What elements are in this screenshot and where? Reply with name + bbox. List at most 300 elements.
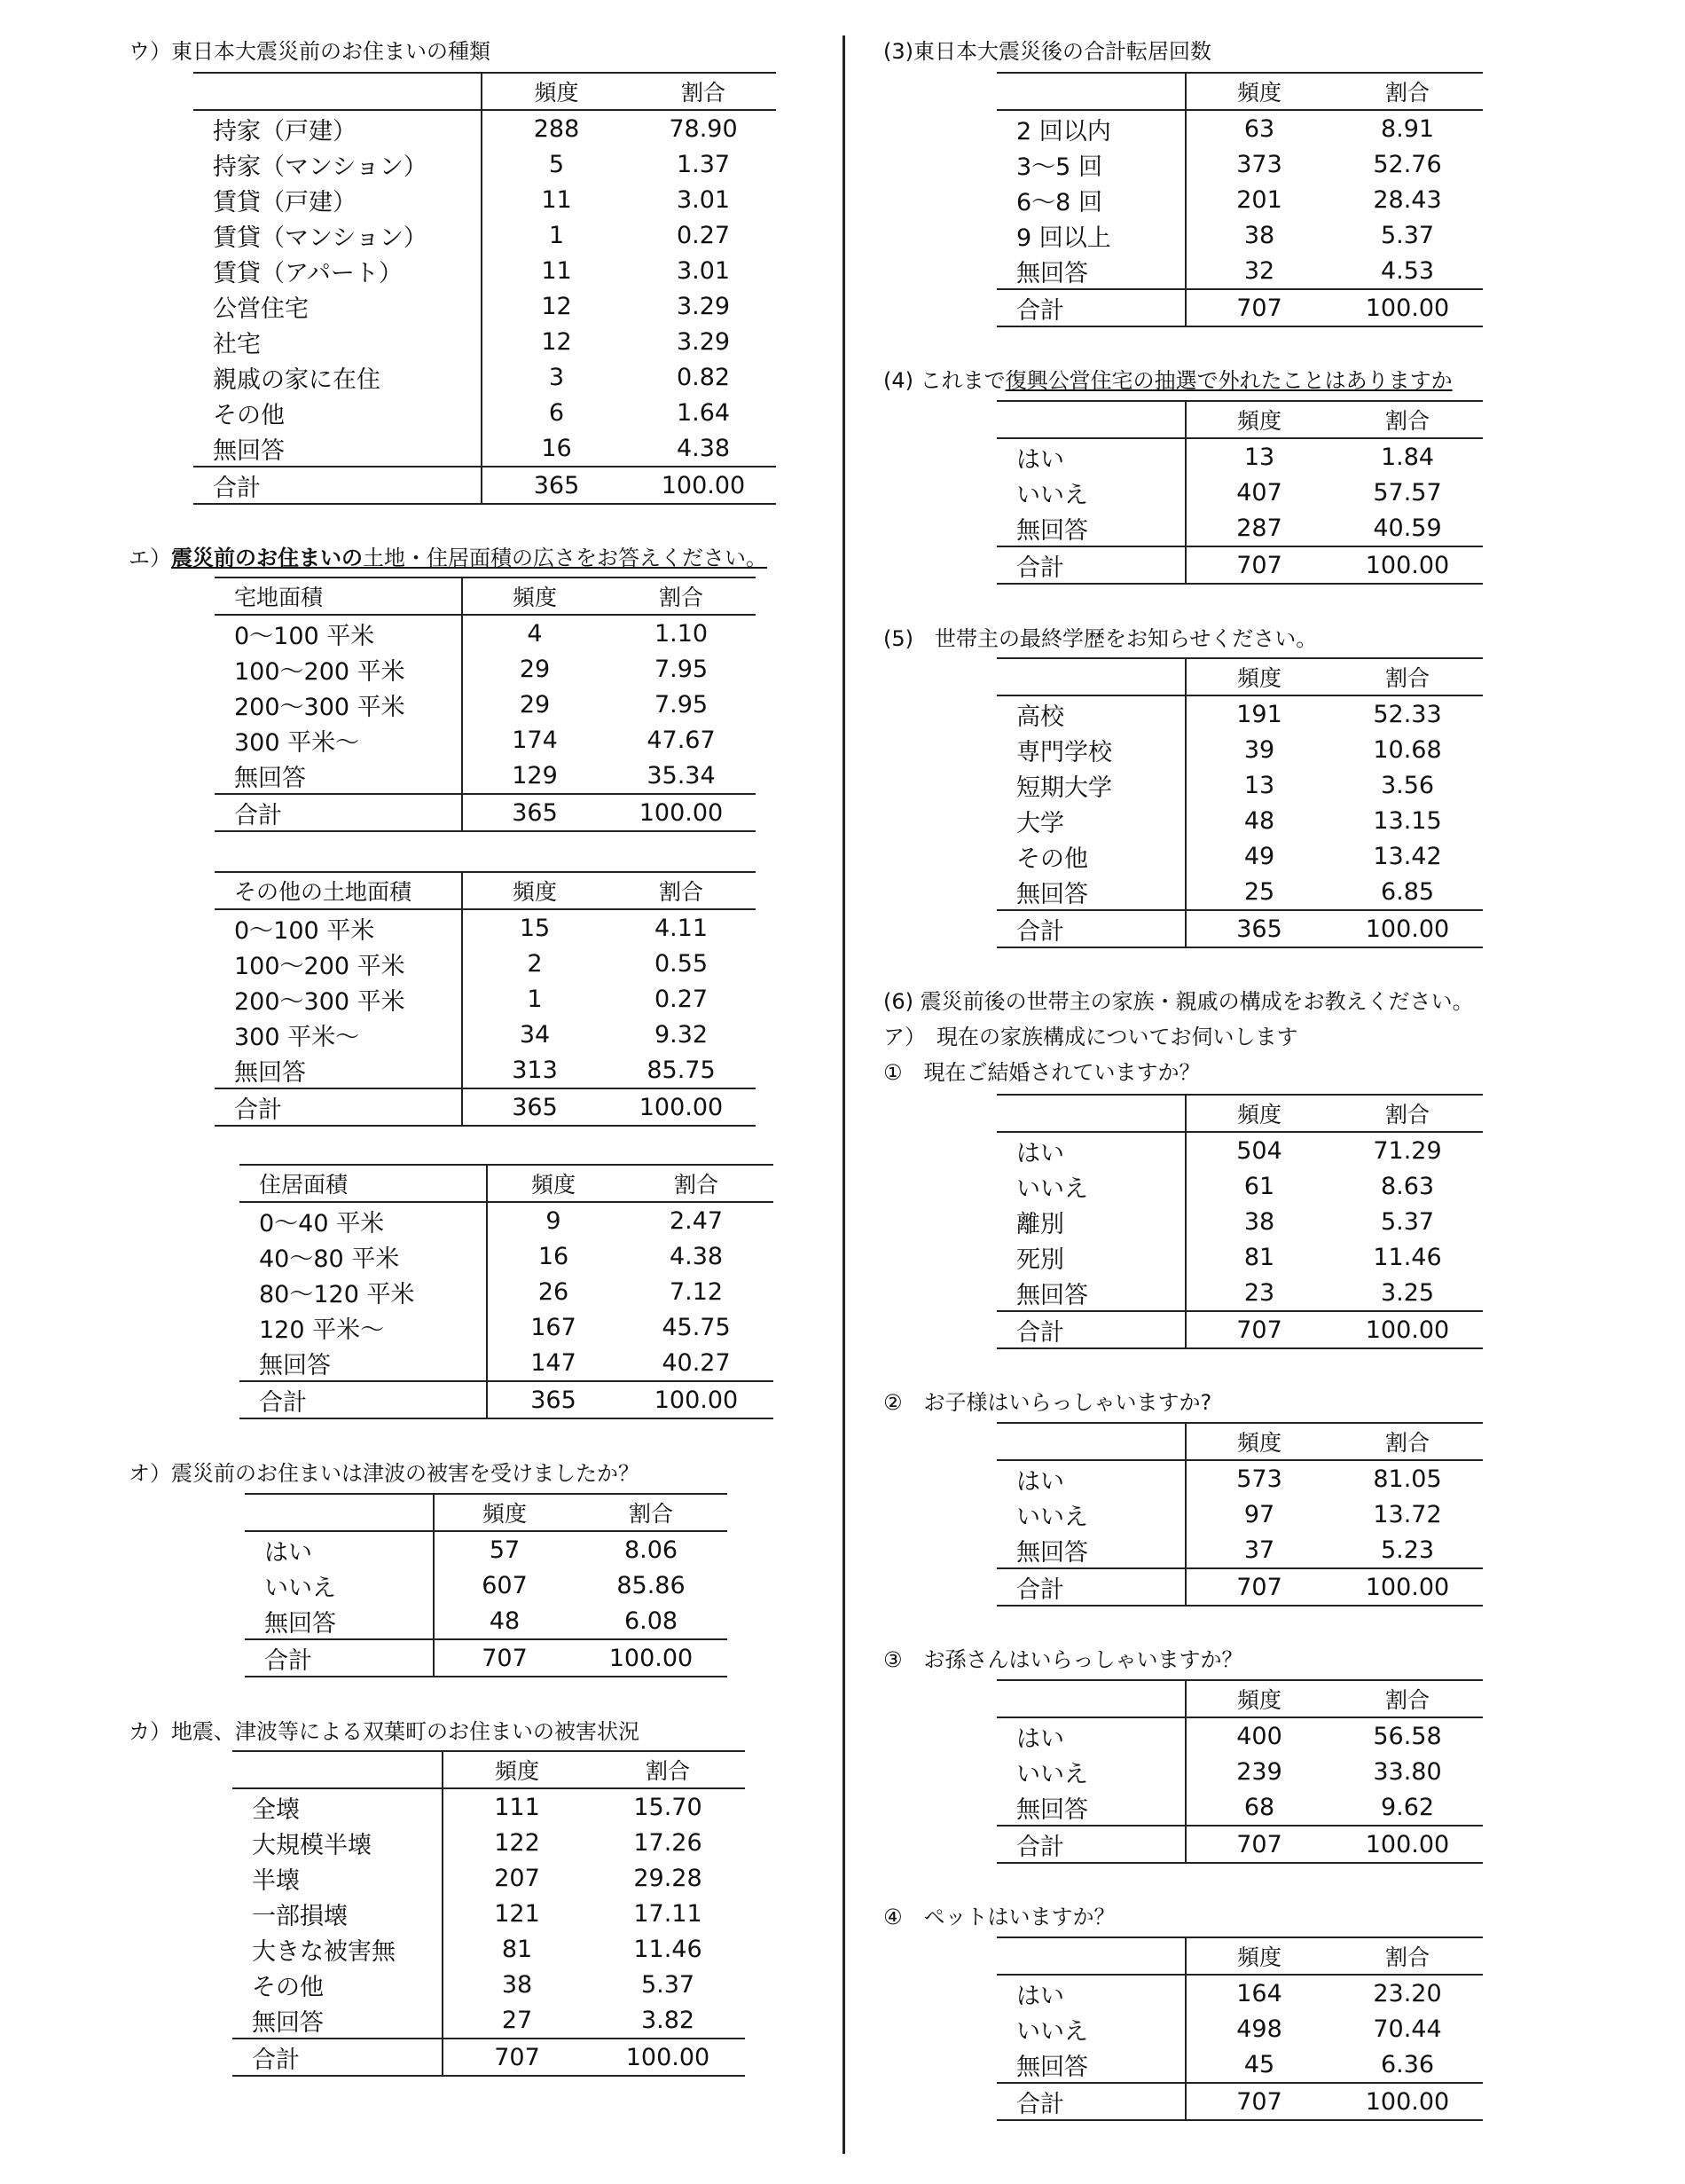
total-label: 合計 <box>215 794 462 831</box>
table-row <box>997 253 1483 289</box>
header-freq: 頻度 <box>1236 408 1281 434</box>
row-label: 短期大学 <box>997 767 1186 803</box>
table-row <box>232 1967 745 2002</box>
row-label: 無回答 <box>232 2002 443 2039</box>
row-freq: 38 <box>1243 1207 1275 1236</box>
row-pct: 0.82 <box>676 363 731 391</box>
row-freq: 12 <box>541 292 572 320</box>
total-label: 合計 <box>997 2083 1186 2120</box>
row-freq: 1 <box>527 985 543 1013</box>
row-freq: 6 <box>548 398 565 427</box>
row-pct: 0.27 <box>654 985 709 1013</box>
header-freq: 頻度 <box>1236 80 1281 106</box>
row-pct: 28.43 <box>1373 185 1442 214</box>
table-row <box>193 324 776 359</box>
table-6-q1-married <box>997 1094 1483 1349</box>
table-row <box>997 182 1483 217</box>
row-freq: 61 <box>1243 1172 1275 1200</box>
row-label: いいえ <box>245 1567 434 1603</box>
header-pct: 割合 <box>1384 1944 1430 1970</box>
table-header-row <box>997 73 1483 110</box>
row-label: 200～300 平米 <box>215 687 462 722</box>
table-row <box>997 146 1483 182</box>
row-freq: 4 <box>527 619 543 648</box>
row-pct: 7.12 <box>669 1277 724 1306</box>
row-label: はい <box>997 1132 1186 1168</box>
header-freq: 頻度 <box>534 80 579 106</box>
row-label: 120 平米～ <box>239 1309 487 1345</box>
header-pct: 割合 <box>645 1758 690 1784</box>
row-freq: 607 <box>482 1571 528 1599</box>
row-freq: 287 <box>1236 514 1282 542</box>
header-freq: 頻度 <box>1236 665 1281 691</box>
total-freq: 707 <box>1236 1316 1282 1344</box>
row-pct: 3.56 <box>1380 771 1435 799</box>
row-pct: 3.82 <box>640 2006 695 2034</box>
row-pct: 6.08 <box>623 1607 678 1635</box>
row-label: 半壊 <box>232 1860 443 1896</box>
header-freq: 頻度 <box>494 1758 539 1784</box>
row-pct: 33.80 <box>1373 1757 1442 1786</box>
row-pct: 45.75 <box>662 1313 731 1341</box>
row-pct: 17.26 <box>633 1828 702 1857</box>
row-pct: 15.70 <box>633 1793 702 1821</box>
total-pct: 100.00 <box>661 471 746 499</box>
row-label: 0～40 平米 <box>239 1202 487 1238</box>
table-row <box>997 510 1483 546</box>
table-total-row <box>245 1639 727 1677</box>
row-pct: 85.86 <box>616 1571 686 1599</box>
row-pct: 17.11 <box>633 1899 702 1928</box>
table-row <box>215 1052 756 1088</box>
total-pct: 100.00 <box>1365 2087 1450 2116</box>
table-row <box>193 217 776 253</box>
section-title-4-prefix: (4) これまで <box>883 368 1006 393</box>
row-label: 9 回以上 <box>997 217 1186 253</box>
table-row <box>193 359 776 395</box>
section-title-e <box>129 545 767 571</box>
row-label: 80～120 平米 <box>239 1274 487 1309</box>
table-row <box>997 1789 1483 1826</box>
table-row <box>239 1309 773 1345</box>
row-label: 全壊 <box>232 1788 443 1825</box>
table-row <box>997 2047 1483 2083</box>
row-pct: 40.27 <box>662 1348 731 1377</box>
row-freq: 239 <box>1236 1757 1282 1786</box>
row-pct: 6.85 <box>1380 877 1435 906</box>
row-pct: 4.53 <box>1380 256 1435 285</box>
row-freq: 504 <box>1236 1136 1282 1165</box>
section-subtitle-6a: ア） 現在の家族構成についてお伺いします <box>883 1025 1298 1049</box>
total-pct: 100.00 <box>1365 1316 1450 1344</box>
section-title-6: (6) 震災前後の世帯主の家族・親戚の構成をお教えください。 <box>883 989 1474 1014</box>
row-freq: 48 <box>489 1607 521 1635</box>
header-freq: 頻度 <box>1236 1430 1281 1456</box>
table-row <box>239 1345 773 1381</box>
row-label: 200～300 平米 <box>215 981 462 1017</box>
row-label: 無回答 <box>215 1052 462 1088</box>
row-pct: 11.46 <box>1373 1243 1442 1271</box>
total-label: 合計 <box>997 289 1186 326</box>
row-label: 無回答 <box>215 758 462 794</box>
row-label: 無回答 <box>997 874 1186 910</box>
row-freq: 1 <box>548 221 565 249</box>
header-pct: 割合 <box>658 879 703 905</box>
section-title-o: オ）震災前のお住まいは津波の被害を受けましたか？ <box>129 1461 639 1486</box>
row-freq: 57 <box>489 1536 521 1564</box>
table-row <box>997 732 1483 767</box>
row-freq: 9 <box>545 1206 561 1235</box>
table-header-row <box>215 872 756 909</box>
total-freq: 365 <box>1236 915 1282 943</box>
row-freq: 27 <box>501 2006 533 2034</box>
row-freq: 38 <box>1243 221 1275 249</box>
header-pct: 割合 <box>1384 80 1430 106</box>
row-label: 100～200 平米 <box>215 651 462 687</box>
row-label: 高校 <box>997 695 1186 732</box>
row-freq: 207 <box>494 1864 540 1892</box>
table-row <box>245 1603 727 1639</box>
table-row <box>232 1788 745 1825</box>
total-pct: 100.00 <box>625 2043 710 2071</box>
table-row <box>215 651 756 687</box>
row-freq: 63 <box>1243 114 1275 143</box>
header-label <box>997 401 1186 438</box>
table-total-row <box>215 794 756 831</box>
total-freq: 707 <box>494 2043 540 2071</box>
total-freq: 707 <box>1236 2087 1282 2116</box>
row-label: 無回答 <box>193 430 482 467</box>
header-label <box>245 1494 434 1531</box>
table-row <box>997 803 1483 838</box>
table-header-row <box>997 1095 1483 1132</box>
table-row <box>239 1274 773 1309</box>
row-pct: 52.33 <box>1373 700 1442 728</box>
row-label: 無回答 <box>997 1275 1186 1311</box>
row-freq: 111 <box>494 1793 540 1821</box>
row-pct: 56.58 <box>1373 1722 1442 1750</box>
row-freq: 122 <box>494 1828 540 1857</box>
total-label: 合計 <box>997 546 1186 584</box>
section-title-ka: カ）地震、津波等による双葉町のお住まいの被害状況 <box>129 1719 639 1744</box>
row-label: はい <box>997 438 1186 475</box>
header-pct: 割合 <box>673 1172 718 1198</box>
section-title-4-underlined: 復興公営住宅の抽選で外れたことはありますか <box>1005 368 1453 393</box>
row-pct: 78.90 <box>669 114 738 143</box>
total-label: 合計 <box>215 1088 462 1126</box>
table-total-row <box>215 1088 756 1126</box>
section-title-u: ウ）東日本大震災前のお住まいの種類 <box>129 39 490 64</box>
row-pct: 7.95 <box>654 655 709 683</box>
row-pct: 0.27 <box>676 221 731 249</box>
row-freq: 26 <box>537 1277 569 1306</box>
table-3-relocations <box>997 72 1483 327</box>
row-pct: 2.47 <box>669 1206 724 1235</box>
table-row <box>193 146 776 182</box>
row-freq: 167 <box>530 1313 576 1341</box>
row-label: はい <box>997 1717 1186 1754</box>
section-title-3: (3)東日本大震災後の合計転居回数 <box>883 39 1211 64</box>
table-header-row <box>997 401 1483 438</box>
table-e-other-land-area <box>215 871 756 1127</box>
row-label: はい <box>245 1531 434 1567</box>
row-label: はい <box>997 1460 1186 1497</box>
column-divider <box>842 35 845 2154</box>
table-header-row <box>215 577 756 615</box>
total-label: 合計 <box>997 1826 1186 1863</box>
row-freq: 400 <box>1236 1722 1282 1750</box>
table-row <box>997 1754 1483 1789</box>
table-e-house-area <box>239 1164 773 1419</box>
row-pct: 0.55 <box>654 949 709 978</box>
header-freq: 頻度 <box>512 585 557 610</box>
row-freq: 191 <box>1236 700 1282 728</box>
row-pct: 7.95 <box>654 690 709 719</box>
row-pct: 3.25 <box>1380 1278 1435 1307</box>
total-label: 合計 <box>245 1639 434 1677</box>
header-freq: 頻度 <box>1236 1102 1281 1127</box>
row-freq: 11 <box>541 256 572 285</box>
row-pct: 81.05 <box>1373 1465 1442 1493</box>
row-freq: 16 <box>541 434 572 462</box>
total-pct: 100.00 <box>654 1386 739 1414</box>
table-row <box>997 110 1483 146</box>
row-label: その他 <box>997 838 1186 874</box>
row-label: はい <box>997 1975 1186 2011</box>
row-label: その他 <box>232 1967 443 2002</box>
row-label: 賃貸（アパート） <box>193 253 482 288</box>
row-freq: 373 <box>1236 150 1282 178</box>
row-label: いいえ <box>997 475 1186 510</box>
row-label: いいえ <box>997 1168 1186 1204</box>
table-row <box>193 288 776 324</box>
row-label: 一部損壊 <box>232 1896 443 1931</box>
table-total-row <box>239 1381 773 1418</box>
table-row <box>997 695 1483 732</box>
table-row <box>232 1896 745 1931</box>
row-label: 社宅 <box>193 324 482 359</box>
row-pct: 71.29 <box>1373 1136 1442 1165</box>
table-row <box>997 1717 1483 1754</box>
row-label: 40～80 平米 <box>239 1238 487 1274</box>
total-label: 合計 <box>997 1568 1186 1606</box>
table-row <box>193 110 776 146</box>
table-row <box>193 430 776 467</box>
table-header-row <box>997 658 1483 695</box>
row-label: 持家（マンション） <box>193 146 482 182</box>
table-4-lottery <box>997 400 1483 585</box>
table-row <box>997 1497 1483 1532</box>
row-freq: 29 <box>519 690 551 719</box>
row-pct: 70.44 <box>1373 2015 1442 2043</box>
table-row <box>193 182 776 217</box>
row-label: 0～100 平米 <box>215 615 462 651</box>
table-row <box>232 1860 745 1896</box>
row-freq: 23 <box>1243 1278 1275 1307</box>
table-row <box>215 758 756 794</box>
table-total-row <box>997 546 1483 584</box>
row-freq: 16 <box>537 1242 569 1270</box>
header-label <box>997 1095 1186 1132</box>
question-title-2: ② お子様はいらっしゃいますか? <box>883 1390 1212 1415</box>
row-pct: 23.20 <box>1373 1979 1442 2007</box>
row-freq: 407 <box>1236 478 1282 507</box>
table-row <box>997 1975 1483 2011</box>
table-header-row <box>239 1165 773 1202</box>
row-pct: 57.57 <box>1373 478 1442 507</box>
row-pct: 5.37 <box>640 1970 695 1999</box>
row-label: 無回答 <box>997 2047 1186 2083</box>
header-label <box>997 1937 1186 1975</box>
row-freq: 45 <box>1243 2050 1275 2078</box>
row-pct: 6.36 <box>1380 2050 1435 2078</box>
row-freq: 313 <box>512 1056 558 1084</box>
header-pct: 割合 <box>1384 665 1430 691</box>
row-freq: 39 <box>1243 735 1275 764</box>
row-pct: 3.29 <box>676 327 731 356</box>
row-pct: 13.72 <box>1373 1500 1442 1528</box>
row-label: 賃貸（マンション） <box>193 217 482 253</box>
table-row <box>215 909 756 946</box>
section-title-4 <box>883 367 1453 394</box>
total-freq: 707 <box>1236 1573 1282 1601</box>
row-label: 0～100 平米 <box>215 909 462 946</box>
row-label: いいえ <box>997 1497 1186 1532</box>
row-label: 賃貸（戸建） <box>193 182 482 217</box>
table-row <box>997 217 1483 253</box>
row-pct: 8.63 <box>1380 1172 1435 1200</box>
table-row <box>997 438 1483 475</box>
row-freq: 32 <box>1243 256 1275 285</box>
total-label: 合計 <box>239 1381 487 1418</box>
row-freq: 15 <box>519 914 551 942</box>
row-label: 大きな被害無 <box>232 1931 443 1967</box>
table-row <box>239 1202 773 1238</box>
total-pct: 100.00 <box>608 1644 694 1672</box>
row-pct: 9.32 <box>654 1020 709 1049</box>
table-row <box>215 615 756 651</box>
row-freq: 68 <box>1243 1793 1275 1821</box>
row-pct: 1.10 <box>654 619 709 648</box>
table-total-row <box>997 1311 1483 1348</box>
row-label: 無回答 <box>239 1345 487 1381</box>
row-label: 親戚の家に在住 <box>193 359 482 395</box>
table-header-row <box>997 1937 1483 1975</box>
table-6-q4-pets <box>997 1937 1483 2121</box>
row-pct: 13.15 <box>1373 806 1442 835</box>
header-label <box>997 1423 1186 1460</box>
row-label: 3～5 回 <box>997 146 1186 182</box>
table-row <box>232 2002 745 2039</box>
row-freq: 5 <box>548 150 565 178</box>
table-6-q2-children <box>997 1422 1483 1607</box>
header-pct: 割合 <box>1384 1102 1430 1127</box>
row-freq: 48 <box>1243 806 1275 835</box>
row-pct: 1.64 <box>676 398 731 427</box>
row-label: 大規模半壊 <box>232 1825 443 1860</box>
row-freq: 37 <box>1243 1536 1275 1564</box>
question-title-4: ④ ペットはいますか？ <box>883 1905 1116 1929</box>
row-label: 無回答 <box>997 1789 1186 1826</box>
row-pct: 4.38 <box>669 1242 724 1270</box>
table-total-row <box>193 467 776 504</box>
total-freq: 707 <box>1236 551 1282 579</box>
total-pct: 100.00 <box>639 798 724 827</box>
row-pct: 3.29 <box>676 292 731 320</box>
row-label: 持家（戸建） <box>193 110 482 146</box>
table-header-row <box>232 1751 745 1788</box>
row-freq: 2 <box>527 949 543 978</box>
row-freq: 12 <box>541 327 572 356</box>
table-row <box>193 253 776 288</box>
row-freq: 11 <box>541 185 572 214</box>
table-total-row <box>997 1568 1483 1606</box>
total-pct: 100.00 <box>639 1093 724 1121</box>
row-label: 無回答 <box>245 1603 434 1639</box>
total-label: 合計 <box>997 1311 1186 1348</box>
table-row <box>245 1567 727 1603</box>
row-pct: 85.75 <box>647 1056 716 1084</box>
row-pct: 1.37 <box>676 150 731 178</box>
row-freq: 201 <box>1236 185 1282 214</box>
table-e-land-area <box>215 577 756 832</box>
row-label: 離別 <box>997 1204 1186 1239</box>
header-label <box>997 658 1186 695</box>
total-freq: 707 <box>482 1644 528 1672</box>
row-pct: 3.01 <box>676 256 731 285</box>
total-label: 合計 <box>232 2039 443 2076</box>
table-row <box>232 1825 745 1860</box>
row-pct: 52.76 <box>1373 150 1442 178</box>
table-row <box>997 1204 1483 1239</box>
total-freq: 365 <box>512 1093 558 1121</box>
header-label <box>232 1751 443 1788</box>
total-pct: 100.00 <box>1365 551 1450 579</box>
table-header-row <box>193 73 776 110</box>
row-freq: 81 <box>1243 1243 1275 1271</box>
table-row <box>997 2011 1483 2047</box>
total-freq: 707 <box>1236 294 1282 322</box>
section-title-e-bold: 震災前のお住まいの土地・住居面積の広さをお答えください。 <box>171 546 767 570</box>
table-row <box>215 1017 756 1052</box>
row-freq: 13 <box>1243 443 1275 471</box>
header-freq: 頻度 <box>1236 1687 1281 1713</box>
section-title-5: (5) 世帯主の最終学歴をお知らせください。 <box>883 626 1318 651</box>
row-pct: 3.01 <box>676 185 731 214</box>
table-row <box>245 1531 727 1567</box>
row-pct: 11.46 <box>633 1935 702 1963</box>
table-row <box>232 1931 745 1967</box>
row-label: いいえ <box>997 1754 1186 1789</box>
table-ka-damage-status <box>232 1750 745 2077</box>
header-freq: 頻度 <box>512 879 557 905</box>
header-label: 宅地面積 <box>215 577 462 615</box>
table-row <box>997 1168 1483 1204</box>
table-row <box>997 838 1483 874</box>
header-label: 住居面積 <box>239 1165 487 1202</box>
row-pct: 29.28 <box>633 1864 702 1892</box>
row-freq: 121 <box>494 1899 540 1928</box>
table-total-row <box>997 1826 1483 1863</box>
header-freq: 頻度 <box>482 1501 527 1527</box>
row-label: 公営住宅 <box>193 288 482 324</box>
row-pct: 5.37 <box>1380 221 1435 249</box>
section-title-e-prefix: エ） <box>129 546 171 570</box>
total-pct: 100.00 <box>1365 915 1450 943</box>
row-freq: 498 <box>1236 2015 1282 2043</box>
row-pct: 13.42 <box>1373 842 1442 870</box>
row-pct: 1.84 <box>1380 443 1435 471</box>
